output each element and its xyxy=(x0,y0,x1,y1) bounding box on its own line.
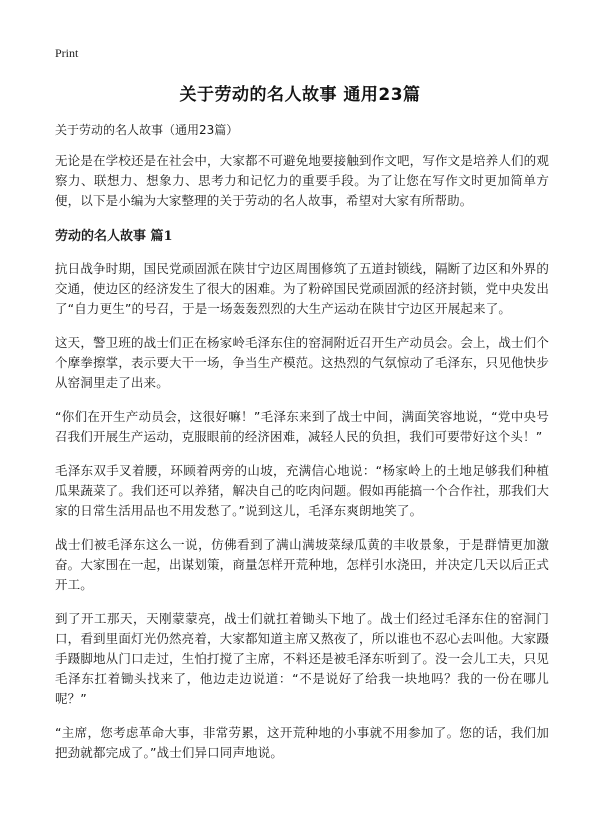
print-link[interactable]: Print xyxy=(55,46,79,60)
article-body xyxy=(55,121,549,777)
story-paragraph: 抗日战争时期，国民党顽固派在陕甘宁边区周围修筑了五道封锁线，隔断了边区和外界的交通，使边区的经济发生了很大的困难。为了粉碎国民党顽固派的经济封锁，党中央发出了“自力更生”的号召，于是一场轰轰烈烈的大生产运动在陕甘宁边区开展起来了。 xyxy=(55,261,549,316)
page-title: 关于劳动的名人故事 通用23篇 xyxy=(179,85,421,105)
story-paragraph: “主席，您考虑革命大事，非常劳累，这开荒种地的小事就不用参加了。您的话，我们加把劲就都完成了。”战士们异口同声地说。 xyxy=(55,725,549,760)
story-paragraph: 毛泽东双手叉着腰，环顾着两旁的山坡，充满信心地说：“杨家岭上的土地足够我们种植瓜果蔬菜了。我们还可以养猪，解决自己的吃肉问题。假如再能搞一个合作社，那我们大家的日常生活用品也不用发愁了。”说到这儿，毛泽东爽朗地笑了。 xyxy=(55,463,549,518)
intro-paragraph: 无论是在学校还是在社会中，大家都不可避免地要接触到作文吧，写作文是培养人们的观察力、联想力、想象力、思考力和记忆力的重要手段。为了让您在写作文时更加简单方便，以下是小编为大家整理的关于劳动的名人故事，希望对大家有所帮助。 xyxy=(55,153,549,208)
story-paragraph: “你们在开生产动员会，这很好嘛！”毛泽东来到了战士中间，满面笑容地说，“党中央号召我们开展生产运动，克服眼前的经济困难，减轻人民的负担，我们可要带好这个头！” xyxy=(55,409,549,444)
story-paragraph: 这天，警卫班的战士们正在杨家岭毛泽东住的窑洞附近召开生产动员会。会上，战士们个个摩拳擦掌，表示要大干一场，争当生产模范。这热烈的气氛惊动了毛泽东，只见他快步从窑洞里走了出来。 xyxy=(55,335,549,390)
section-heading: 劳动的名人故事 篇1 xyxy=(55,229,173,244)
story-paragraph: 战士们被毛泽东这么一说，仿佛看到了满山满坡菜绿瓜黄的丰收景象，于是群情更加激奋。大家围在一起，出谋划策，商量怎样开荒种地，怎样引水浇田，并决定几天以后正式开工。 xyxy=(55,537,549,592)
article-subtitle: 关于劳动的名人故事（通用23篇） xyxy=(55,123,239,137)
story-paragraph: 到了开工那天，天刚蒙蒙亮，战士们就扛着锄头下地了。战士们经过毛泽东住的窑洞门口，看到里面灯光仍然亮着，大家都知道主席又熬夜了，所以谁也不忍心去叫他。大家蹑手蹑脚地从门口走过，生怕打搅了主席，不料还是被毛泽东听到了。没一会儿工夫，只见毛泽东扛着锄头找来了，他边走边说道：“不是说好了给我一块地吗？我的一份在哪儿呢？” xyxy=(55,611,549,706)
